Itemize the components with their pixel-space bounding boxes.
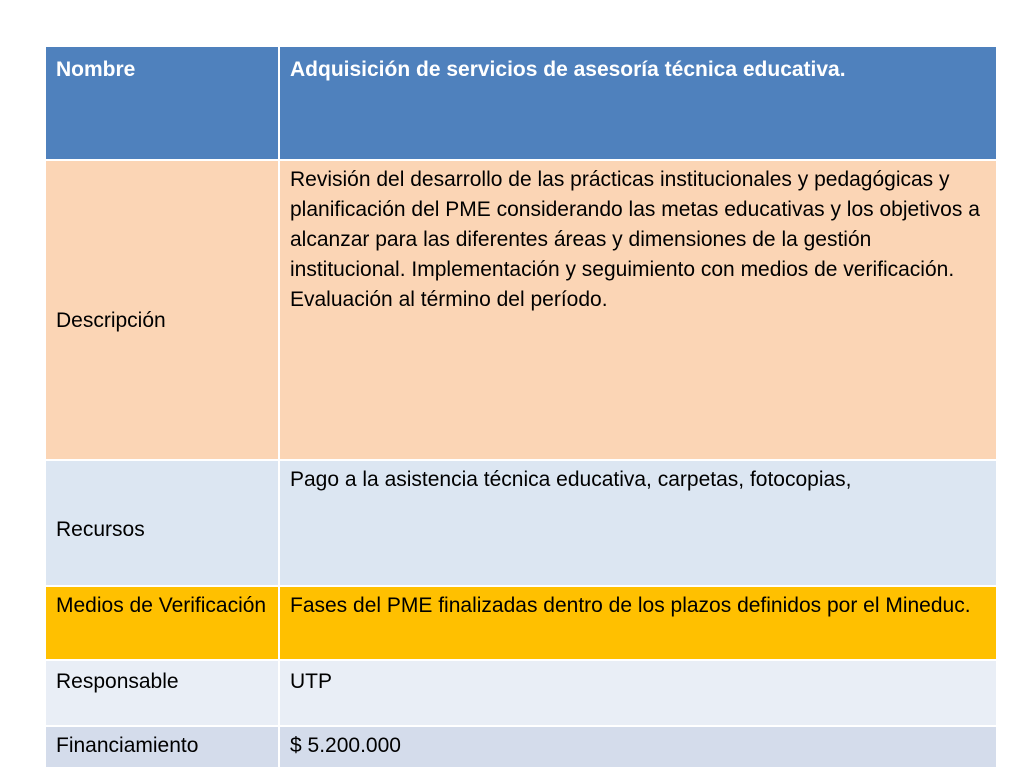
action-plan-table bbox=[44, 45, 998, 768]
value-recursos: Pago a la asistencia técnica educativa, carpetas, fotocopias, bbox=[279, 460, 997, 586]
value-nombre: Adquisición de servicios de asesoría técnica educativa. bbox=[279, 46, 997, 160]
value-medios-de-verificacion: Fases del PME finalizadas dentro de los plazos definidos por el Mineduc. bbox=[279, 586, 997, 660]
table-row-recursos bbox=[45, 460, 997, 586]
label-financiamiento: Financiamiento bbox=[45, 726, 279, 768]
label-descripcion: Descripción bbox=[45, 160, 279, 460]
label-responsable: Responsable bbox=[45, 660, 279, 726]
label-medios-de-verificacion: Medios de Verificación bbox=[45, 586, 279, 660]
table-row-responsable bbox=[45, 660, 997, 726]
table-row-medios-de-verificacion bbox=[45, 586, 997, 660]
value-financiamiento: $ 5.200.000 bbox=[279, 726, 997, 768]
label-nombre: Nombre bbox=[45, 46, 279, 160]
table-row-nombre bbox=[45, 46, 997, 160]
table-row-descripcion bbox=[45, 160, 997, 460]
table-row-financiamiento bbox=[45, 726, 997, 768]
value-responsable: UTP bbox=[279, 660, 997, 726]
label-recursos: Recursos bbox=[45, 460, 279, 586]
value-descripcion: Revisión del desarrollo de las prácticas institucionales y pedagógicas y planificación del PME considerando las metas educativas y los objetivos a alcanzar para las diferentes áreas y dimensiones de la gestión institucional. Implementación y seguimiento con medios de verificación. Evaluación al término del período. bbox=[279, 160, 997, 460]
